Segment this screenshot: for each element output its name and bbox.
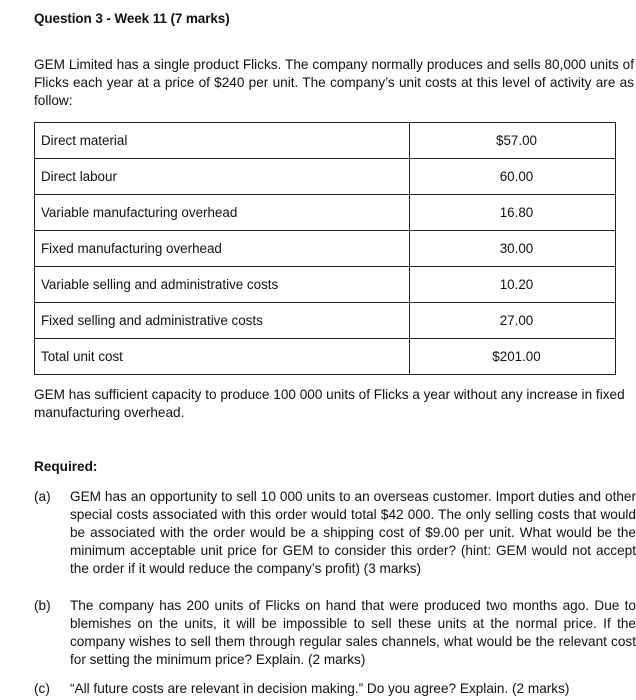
- capacity-paragraph: GEM has sufficient capacity to produce 100 000 units of Flicks a year without any increase in fixed manufacturing overhead.: [34, 387, 625, 420]
- required-heading: Required:: [34, 459, 98, 474]
- cost-value: 30.00: [410, 231, 616, 267]
- cost-value: $57.00: [410, 123, 616, 159]
- unit-cost-table: [34, 122, 616, 375]
- question-text: GEM has an opportunity to sell 10 000 units to an overseas customer. Import duties and other special costs associated with this order would total $42 000. The only selling costs that would be associated with the order would be a shipping cost of $9.00 per unit. What would be the minimum acceptable unit price for GEM to consider this order? (hint: GEM would not accept the order if it would reduce the company’s profit) (3 marks): [70, 489, 636, 576]
- table-row: [35, 195, 616, 231]
- table-row-total: [35, 339, 616, 375]
- cost-label: Fixed manufacturing overhead: [35, 231, 410, 267]
- cost-value: 27.00: [410, 303, 616, 339]
- table-row: [35, 303, 616, 339]
- table-row: [35, 267, 616, 303]
- cost-label: Fixed selling and administrative costs: [35, 303, 410, 339]
- table-row: [35, 231, 616, 267]
- cost-label: Direct material: [35, 123, 410, 159]
- question-item-c: [34, 680, 636, 698]
- question-text: The company has 200 units of Flicks on hand that were produced two months ago. Due to blemishes on the units, it will be impossible to sell these units at the normal price. If the company wishes to sell them through regular sales channels, what would be the relevant cost for setting the minimum price? Explain. (2 marks): [70, 598, 636, 667]
- cost-label: Variable manufacturing overhead: [35, 195, 410, 231]
- table-row: [35, 159, 616, 195]
- cost-value: 60.00: [410, 159, 616, 195]
- question-letter: (c): [34, 681, 50, 696]
- cost-value: 16.80: [410, 195, 616, 231]
- intro-paragraph: GEM Limited has a single product Flicks. The company normally produces and sells 80,000 units of Flicks each year at a price of $240 per unit. The company’s unit costs at this level of activity are as follow:: [34, 57, 634, 108]
- question-letter: (a): [34, 489, 51, 504]
- question-heading: Question 3 - Week 11 (7 marks): [34, 11, 230, 26]
- cost-value: 10.20: [410, 267, 616, 303]
- question-item-b: [34, 597, 636, 669]
- cost-label: Variable selling and administrative costs: [35, 267, 410, 303]
- question-item-a: [34, 488, 636, 578]
- table-row: [35, 123, 616, 159]
- cost-label: Total unit cost: [35, 339, 410, 375]
- question-text: “All future costs are relevant in decision making.” Do you agree? Explain. (2 marks): [70, 681, 570, 696]
- cost-value: $201.00: [410, 339, 616, 375]
- question-letter: (b): [34, 598, 51, 613]
- cost-label: Direct labour: [35, 159, 410, 195]
